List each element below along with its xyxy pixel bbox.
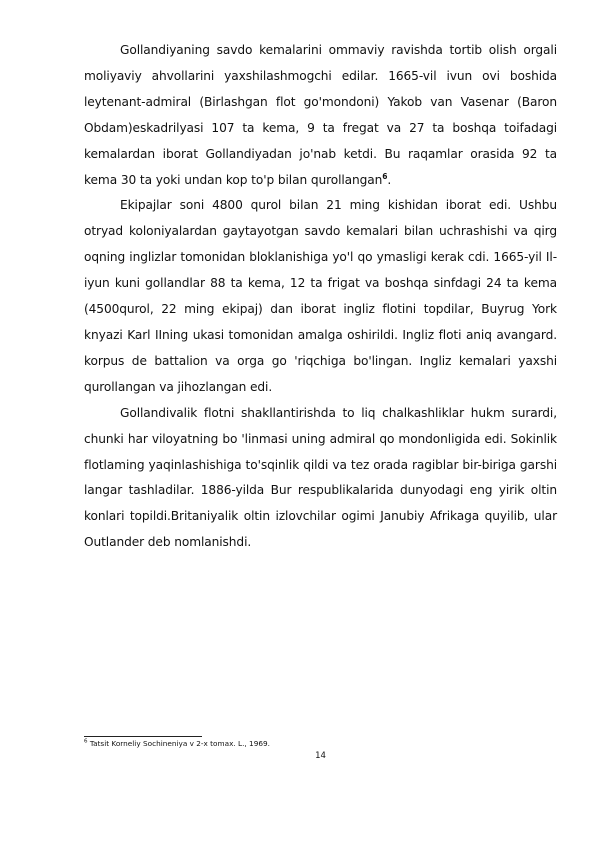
paragraph-1 <box>84 38 557 193</box>
paragraph-1-end: . <box>387 172 392 187</box>
paragraph-3: Gollandivalik flotni shakllantirishda to liq chalkashliklar hukm surardi, chunki har viloyatning bo 'linmasi uning admiral qo mondonligida edi. Sokinlik flotlaming yaqinlashishiga to'sqinlik qildi va tez orada ragiblar bir-biriga garshi langar tashladilar. 1886-yilda Bur respublikalarida dunyodagi eng yirik oltin konlari topildi.Britaniyalik oltin izlovchilar ogimi Janubiy Afrikaga quyilib, ular Outlander deb nomlanishdi. <box>84 405 557 550</box>
page-number: 14 <box>315 751 326 761</box>
footnote-reference[interactable]: 6 <box>382 171 388 181</box>
paragraph-1-text: Gollandiyaning savdo kemalarini ommaviy ravishda tortib olish orgali moliyaviy ahvollarini yaxshilashmogchi edilar. 1665-vil ivun ovi boshida leytenant-admiral (Birlashgan flot go'mondoni) Yakob van Vasenar (Baron Obdam)eskadrilyasi 107 ta kema, 9 ta fregat va 27 ta boshqa toifadagi kemalardan iborat Gollandiyadan jo'nab ketdi. Bu raqamlar orasida 92 ta kema 30 ta yoki undan kop to'p bilan qurollangan <box>84 43 557 187</box>
paragraph-2: Ekipajlar soni 4800 qurol bilan 21 ming kishidan iborat edi. Ushbu otryad koloniyalardan gaytayotgan savdo kemalari bilan uchrashishi va qirg oqning inglizlar tomonidan bloklanishiga yo'l qo ymasligi kerak cdi. 1665-yil Il-iyun kuni gollandlar 88 ta kema, 12 ta frigat va boshqa sinfdagi 24 ta kema (4500qurol, 22 ming ekipaj) dan iborat ingliz flotini topdilar, Buyrug York knyazi Karl IIning ukasi tomonidan amalga oshirildi. Ingliz floti aniq avangard. korpus de battalion va orga go 'riqchiga bo'lingan. Ingliz kemalari yaxshi qurollangan va jihozlangan edi. <box>84 198 557 394</box>
footnote-divider <box>84 736 202 737</box>
footnote <box>84 739 554 749</box>
body-text <box>84 38 557 556</box>
footnote-text: Tatsit Korneliy Sochineniya v 2-x tomax. L., 1969. <box>87 739 270 748</box>
footnote-number: 6 <box>84 738 88 745</box>
